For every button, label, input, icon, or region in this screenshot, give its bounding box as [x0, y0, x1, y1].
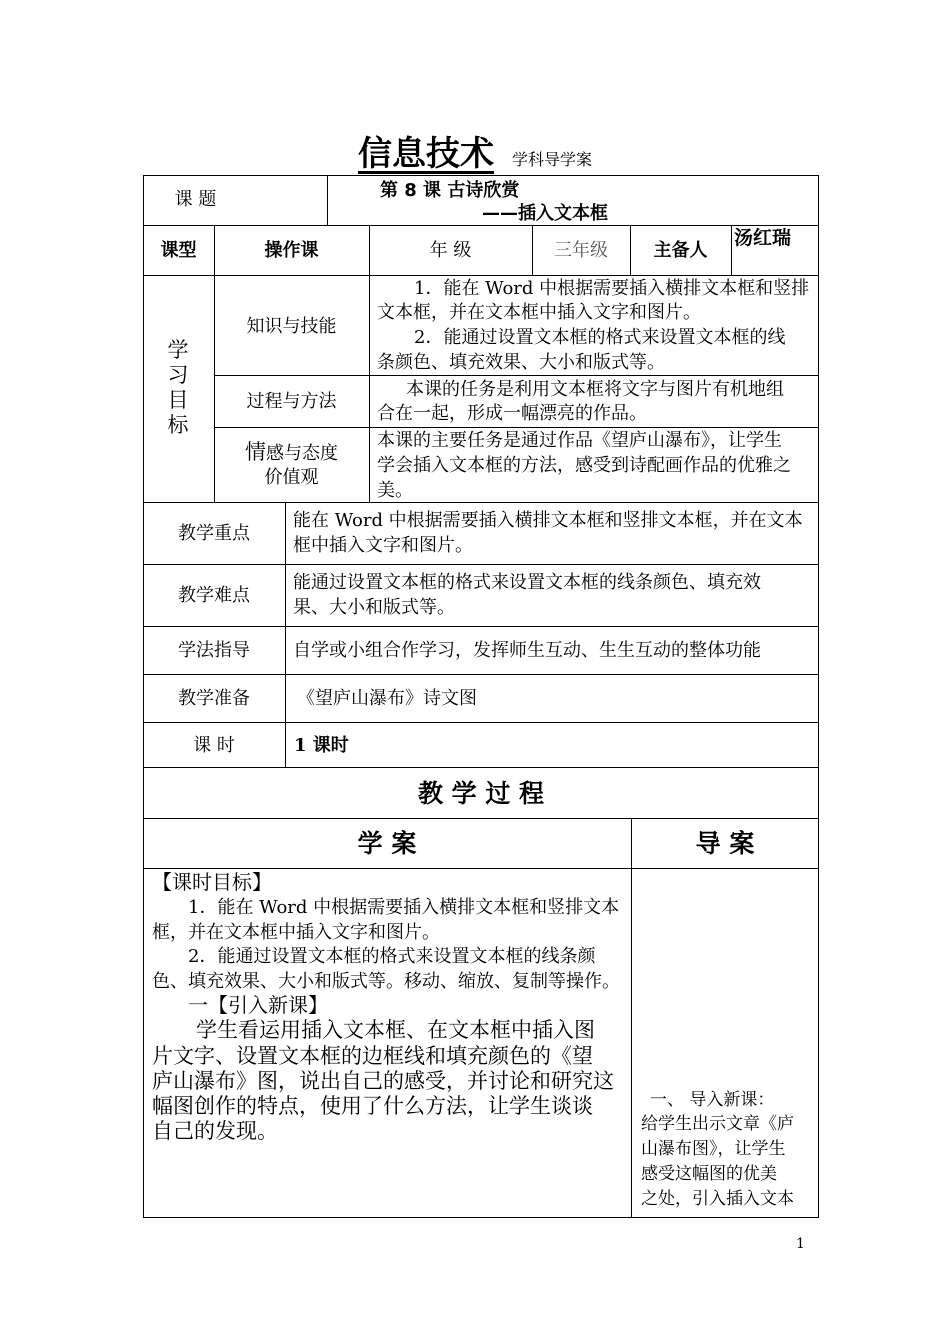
key-point-line: 能在 Word 中根据需要插入横排文本框和竖排文本框，并在文本 — [293, 510, 803, 531]
knowledge-line: 2．能通过设置文本框的格式来设置文本框的线 — [414, 327, 786, 348]
lesson-goal-line: 1．能在 Word 中根据需要插入横排文本框和竖排文本 — [188, 897, 620, 918]
intro-line: 自己的发现。 — [152, 1119, 278, 1143]
emotion-label-line2: 价值观 — [264, 467, 319, 488]
difficulty-label: 教学难点 — [178, 585, 250, 606]
divider — [143, 564, 819, 565]
emotion-line: 学会插入文本框的方法，感受到诗配画作品的优雅之 — [377, 455, 791, 476]
divider — [143, 502, 819, 503]
divider — [369, 225, 370, 502]
knowledge-line: 1．能在 Word 中根据需要插入横排文本框和竖排 — [414, 278, 810, 299]
guide-line: 之处，引入插入文本 — [641, 1189, 794, 1209]
intro-line: 幅图创作的特点，使用了什么方法，让学生谈谈 — [152, 1094, 593, 1118]
knowledge-line: 文本框，并在文本框中插入文字和图片。 — [377, 302, 701, 323]
type-label: 课型 — [160, 240, 197, 261]
divider — [731, 225, 732, 275]
topic-label: 课 题 — [174, 189, 217, 210]
emotion-line: 本课的主要任务是通过作品《望庐山瀑布》，让学生 — [377, 430, 782, 451]
hours-value: 1 课时 — [294, 735, 349, 756]
method-label: 学法指导 — [178, 640, 250, 661]
intro-line: 学生看运用插入文本框、在文本框中插入图 — [196, 1018, 595, 1042]
preparer-value: 汤红瑞 — [734, 227, 792, 249]
preparer-label: 主备人 — [653, 240, 708, 261]
guide-line: 山瀑布图》，让学生 — [641, 1139, 786, 1159]
hours-label: 课 时 — [193, 735, 235, 756]
divider — [143, 225, 819, 226]
intro-heading: 一【引入新课】 — [188, 993, 328, 1017]
guide-line: 给学生出示文章《庐 — [641, 1114, 794, 1134]
topic-title: 第 8 课 古诗欣赏 — [380, 180, 520, 201]
knowledge-label: 知识与技能 — [246, 316, 337, 337]
page-header — [0, 126, 950, 175]
emotion-label-rest: 感与态度 — [266, 443, 338, 464]
process-line: 合在一起，形成一幅漂亮的作品。 — [377, 403, 647, 424]
lesson-goal-heading: 【课时目标】 — [152, 870, 272, 894]
prep-text: 《望庐山瀑布》诗文图 — [297, 688, 477, 709]
intro-line: 片文字、设置文本框的边框线和填充颜色的《望 — [152, 1044, 593, 1068]
divider — [143, 626, 819, 627]
teacher-plan-heading: 导 案 — [695, 829, 755, 858]
lesson-goal-line: 框，并在文本框中插入文字和图片。 — [152, 922, 440, 943]
student-plan-heading: 学 案 — [357, 829, 417, 858]
divider — [631, 818, 632, 1218]
difficulty-line: 果、大小和版式等。 — [293, 597, 455, 618]
objectives-group-label: 学习目标 — [167, 338, 189, 437]
grade-label: 年 级 — [429, 240, 472, 261]
type-value: 操作课 — [264, 240, 319, 261]
lesson-goal-line: 2．能通过设置文本框的格式来设置文本框的线条颜 — [188, 946, 596, 967]
emotion-label — [214, 440, 369, 466]
key-point-label: 教学重点 — [178, 523, 250, 544]
page-title: 信息技术 — [357, 134, 494, 174]
intro-line: 庐山瀑布》图，说出自己的感受，并讨论和研究这 — [152, 1069, 614, 1093]
prep-label: 教学准备 — [178, 688, 250, 709]
divider — [214, 375, 819, 376]
divider — [285, 502, 286, 768]
process-heading: 教 学 过 程 — [417, 779, 545, 808]
difficulty-line: 能通过设置文本框的格式来设置文本框的线条颜色、填充效 — [293, 572, 761, 593]
divider — [143, 818, 819, 819]
page-number: 1 — [796, 1236, 805, 1252]
page-subtitle: 学科导学案 — [511, 150, 592, 169]
method-text: 自学或小组合作学习，发挥师生互动、生生互动的整体功能 — [293, 640, 761, 661]
divider — [143, 674, 819, 675]
topic-subtitle: ——插入文本框 — [482, 203, 608, 224]
emotion-line: 美。 — [377, 480, 413, 501]
grade-value: 三年级 — [554, 240, 608, 261]
divider — [143, 722, 819, 723]
process-line: 本课的任务是利用文本框将文字与图片有机地组 — [406, 379, 784, 400]
guide-line: 感受这幅图的优美 — [641, 1164, 777, 1184]
key-point-line: 框中插入文字和图片。 — [293, 535, 473, 556]
process-label: 过程与方法 — [246, 391, 337, 412]
guide-line: 一、 导入新课： — [650, 1090, 775, 1110]
knowledge-line: 条颜色、填充效果、大小和版式等。 — [377, 352, 665, 373]
lesson-goal-line: 色、填充效果、大小和版式等。移动、缩放、复制等操作。 — [152, 971, 620, 992]
emotion-label-first-char: 情 — [245, 440, 266, 464]
divider — [327, 175, 328, 225]
